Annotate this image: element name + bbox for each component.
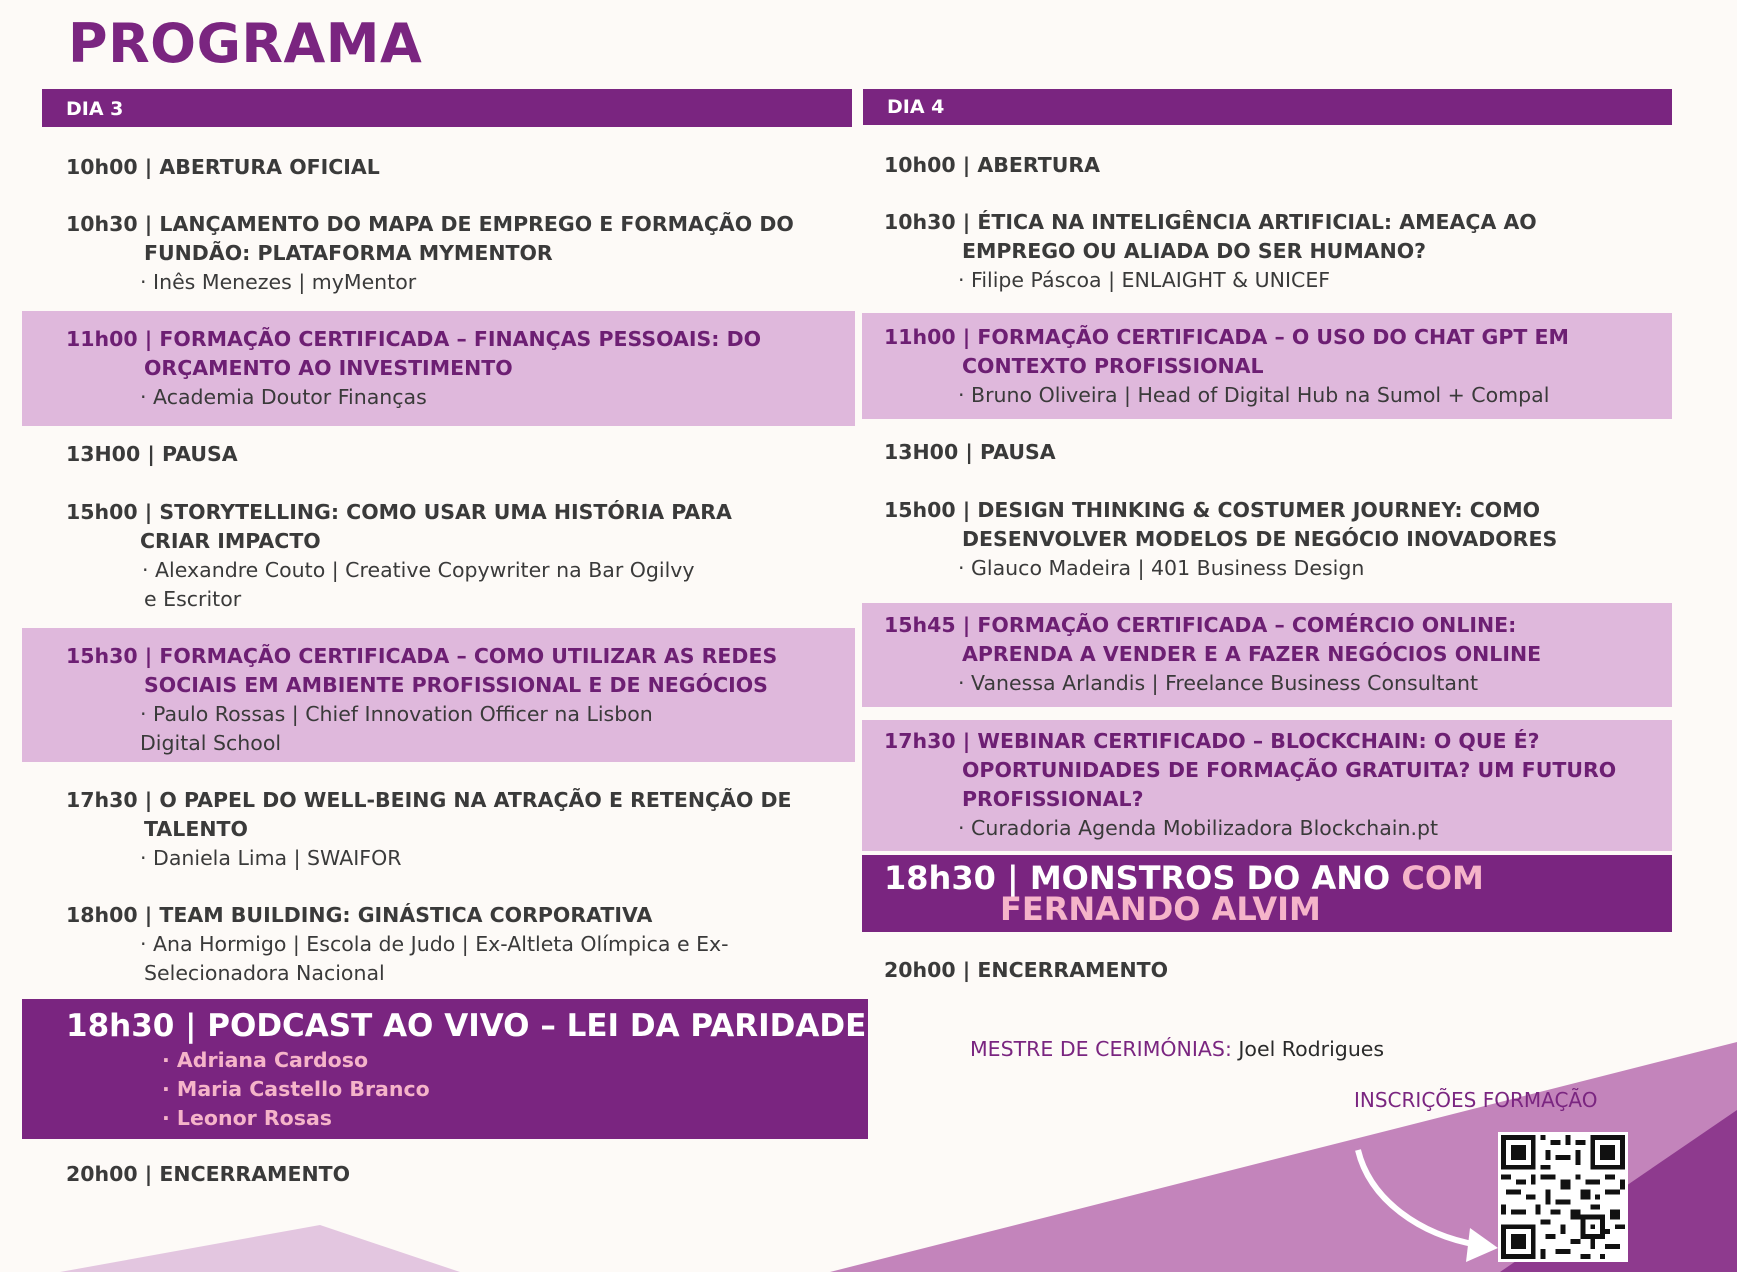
podcast-guest: · Adriana Cardoso	[162, 1048, 369, 1072]
podcast-guest: · Leonor Rosas	[162, 1106, 333, 1130]
day3-header: DIA 3	[42, 89, 852, 127]
mestre-cerimonias	[970, 1037, 1384, 1061]
inscricoes-label: INSCRIÇÕES FORMAÇÃO	[1354, 1088, 1598, 1112]
day3-item-redes-sociais: 15h30 | FORMAÇÃO CERTIFICADA – COMO UTILIZAR AS REDES SOCIAIS EM AMBIENTE PROFISSIONAL E DE NEGÓCIOS · Paulo Rossas | Chief Innovation Officer na Lisbon Digital School	[66, 644, 778, 755]
podcast-guest: · Maria Castello Branco	[162, 1077, 430, 1101]
day4-item-chatgpt: 11h00 | FORMAÇÃO CERTIFICADA – O USO DO CHAT GPT EM CONTEXTO PROFISSIONAL · Bruno Oliveira | Head of Digital Hub na Sumol + Compal	[884, 325, 1569, 407]
day4-item-design-thinking: 15h00 | DESIGN THINKING & COSTUMER JOURNEY: COMO DESENVOLVER MODELOS DE NEGÓCIO INOVADORES · Glauco Madeira | 401 Business Design	[884, 498, 1558, 580]
day3-item-mapa-emprego: 10h30 | LANÇAMENTO DO MAPA DE EMPREGO E FORMAÇÃO DO FUNDÃO: PLATAFORMA MYMENTOR · Inês Menezes | myMentor	[66, 212, 794, 294]
monstros-guest: FERNANDO ALVIM	[1000, 890, 1321, 928]
day4-header: DIA 4	[863, 89, 1672, 125]
mc-label: MESTRE DE CERIMÓNIAS:	[970, 1037, 1232, 1061]
day4-item-abertura: 10h00 | ABERTURA	[884, 153, 1101, 177]
monstros-title: 18h30 | MONSTROS DO ANO COM	[884, 859, 1484, 897]
day3-item-pausa: 13H00 | PAUSA	[66, 442, 238, 466]
mc-name: Joel Rodrigues	[1238, 1037, 1385, 1061]
qr-code[interactable]	[1498, 1132, 1628, 1262]
qr-code-icon	[1501, 1135, 1625, 1259]
day4-item-etica-ia: 10h30 | ÉTICA NA INTELIGÊNCIA ARTIFICIAL: AMEAÇA AO EMPREGO OU ALIADA DO SER HUMANO? · Filipe Páscoa | ENLAIGHT & UNICEF	[884, 210, 1537, 292]
day4-item-blockchain: 17h30 | WEBINAR CERTIFICADO – BLOCKCHAIN: O QUE É? OPORTUNIDADES DE FORMAÇÃO GRATUITA? UM FUTURO PROFISSIONAL? · Curadoria Agenda Mobilizadora Blockchain.pt	[884, 729, 1617, 840]
day4-feature-monstros	[862, 855, 1672, 932]
day3-item-storytelling: 15h00 | STORYTELLING: COMO USAR UMA HISTÓRIA PARA CRIAR IMPACTO · Alexandre Couto | Creative Copywriter na Bar Ogilvy e Escritor	[66, 500, 732, 611]
day4-item-comercio-online: 15h45 | FORMAÇÃO CERTIFICADA – COMÉRCIO ONLINE: APRENDA A VENDER E A FAZER NEGÓCIOS ONLINE · Vanessa Arlandis | Freelance Business Consultant	[884, 613, 1542, 695]
day4-item-encerramento: 20h00 | ENCERRAMENTO	[884, 958, 1169, 982]
day3-feature-podcast	[22, 999, 868, 1139]
page-title: PROGRAMA	[68, 12, 423, 75]
day3-item-abertura: 10h00 | ABERTURA OFICIAL	[66, 155, 380, 179]
day3-item-financas: 11h00 | FORMAÇÃO CERTIFICADA – FINANÇAS PESSOAIS: DO ORÇAMENTO AO INVESTIMENTO · Academia Doutor Finanças	[66, 327, 762, 409]
podcast-title: 18h30 | PODCAST AO VIVO – LEI DA PARIDADE	[66, 1008, 867, 1044]
day3-item-encerramento: 20h00 | ENCERRAMENTO	[66, 1162, 351, 1186]
day4-item-pausa: 13H00 | PAUSA	[884, 440, 1056, 464]
day3-item-team-building: 18h00 | TEAM BUILDING: GINÁSTICA CORPORATIVA · Ana Hormigo | Escola de Judo | Ex-Altleta Olímpica e Ex- Selecionadora Nacional	[66, 903, 729, 985]
day3-item-well-being: 17h30 | O PAPEL DO WELL-BEING NA ATRAÇÃO E RETENÇÃO DE TALENTO · Daniela Lima | SWAIFOR	[66, 788, 792, 870]
